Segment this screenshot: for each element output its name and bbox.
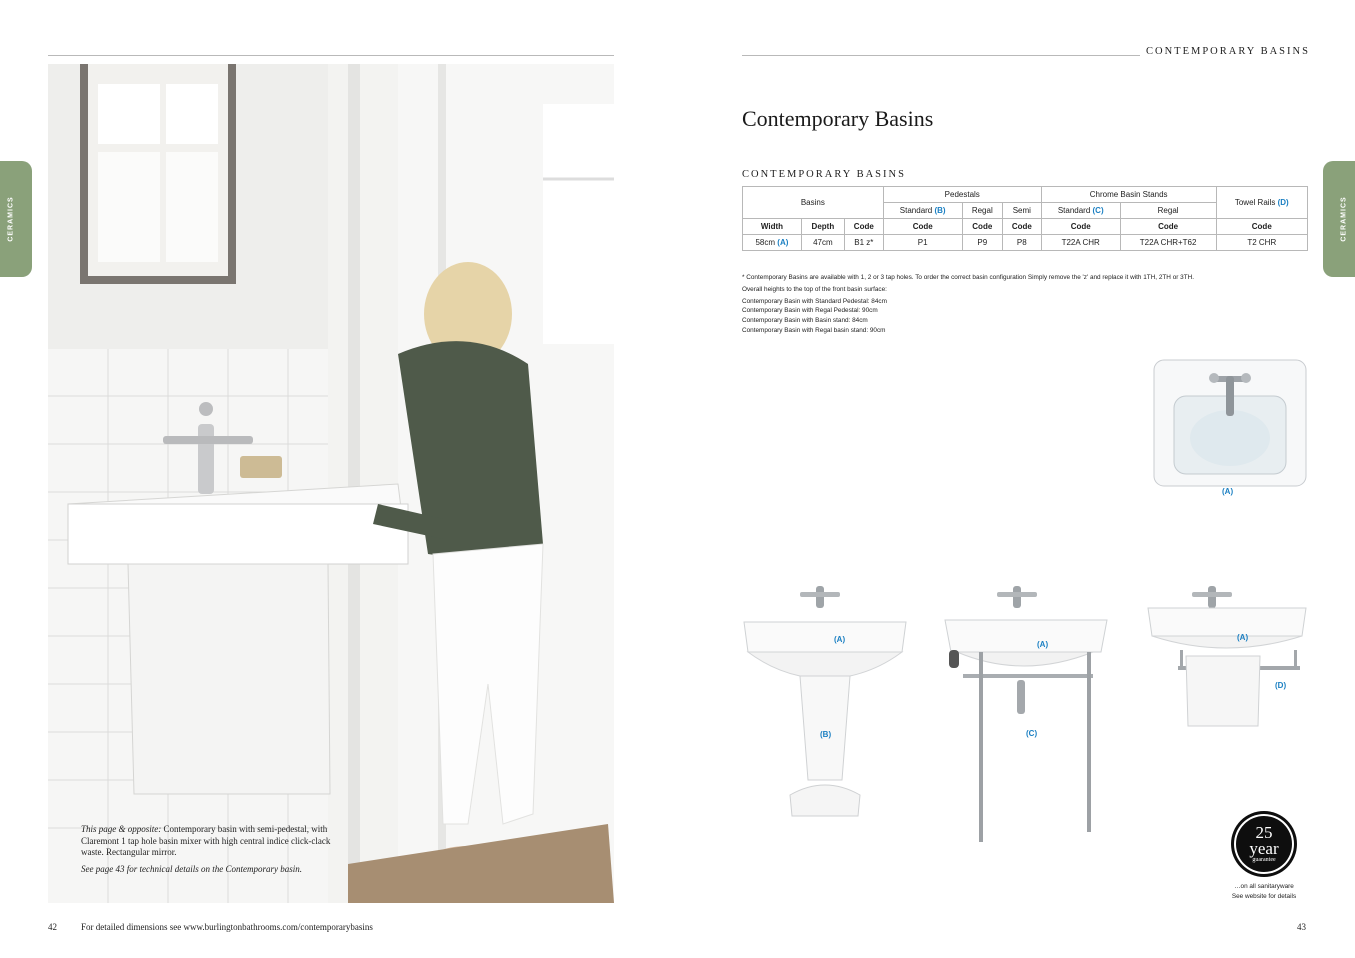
left-top-rule xyxy=(48,55,614,56)
sub-standard-c-label: Standard xyxy=(1057,206,1091,215)
cell-ped-semi: P8 xyxy=(1002,235,1041,251)
badge-note-line-2: See website for details xyxy=(1231,892,1297,900)
cell-stand-regal: T22A CHR+T62 xyxy=(1120,235,1216,251)
badge-note xyxy=(1216,882,1312,901)
basin-with-pedestal xyxy=(742,580,908,824)
label-a-stand: (A) xyxy=(1037,640,1049,649)
bathroom-scene-illustration xyxy=(48,64,614,903)
photo-caption xyxy=(81,824,351,875)
dimensions-link[interactable]: For detailed dimensions see www.burlingtonbathrooms.com/contemporarybasins xyxy=(81,922,373,932)
col-code-basin: Code xyxy=(844,219,883,235)
page-title: Contemporary Basins xyxy=(742,106,934,131)
note-standard-pedestal: Contemporary Basin with Standard Pedestal: 84cm xyxy=(742,297,887,305)
basin-with-chrome-stand xyxy=(943,580,1109,850)
pedestal-basin-image xyxy=(742,580,908,824)
side-tab-right-label: CERAMICS xyxy=(1340,196,1348,242)
label-d: (D) xyxy=(1275,681,1287,690)
semi-pedestal-basin-image xyxy=(1146,580,1308,730)
spec-table xyxy=(742,186,1308,251)
left-page-number: 42 xyxy=(48,922,57,932)
col-code-towel: Code xyxy=(1216,219,1307,235)
basin-top-view-image xyxy=(1152,358,1308,488)
label-a-semi: (A) xyxy=(1237,633,1249,642)
caption-body: Contemporary basin with semi-pedestal, with Claremont 1 tap hole basin mixer with high central indice click-clack waste. Rectangular mirror. xyxy=(81,824,331,857)
badge-note-line-1: …on all sanitaryware xyxy=(1234,883,1294,890)
right-page-number: 43 xyxy=(1297,922,1306,932)
caption-lead: This page & opposite: xyxy=(81,824,162,834)
sub-regal-ped: Regal xyxy=(962,203,1002,219)
col-code-ped-standard: Code xyxy=(883,219,962,235)
label-b: (B) xyxy=(820,730,832,739)
label-c: (C) xyxy=(1026,729,1038,738)
sub-standard-b-label: Standard xyxy=(899,206,933,215)
badge-word: year xyxy=(1249,839,1279,858)
col-code-ped-semi: Code xyxy=(1002,219,1041,235)
label-a-top: (A) xyxy=(1222,487,1234,496)
table-group-row xyxy=(743,187,1308,203)
basin-with-semi-pedestal xyxy=(1146,580,1308,730)
table-code-row xyxy=(743,219,1308,235)
col-depth: Depth xyxy=(801,219,844,235)
note-regal-stand: Contemporary Basin with Regal basin stand: 90cm xyxy=(742,326,886,334)
guarantee-badge xyxy=(1234,814,1294,874)
running-head: CONTEMPORARY BASINS xyxy=(1146,46,1310,57)
note-regal-pedestal: Contemporary Basin with Regal Pedestal: 90cm xyxy=(742,307,878,315)
spec-notes xyxy=(742,273,1194,336)
badge-sub: guarantee xyxy=(1252,857,1276,863)
col-code-ped-regal: Code xyxy=(962,219,1002,235)
cell-basin-code: B1 z* xyxy=(844,235,883,251)
note-heights: Overall heights to the top of the front basin surface: xyxy=(742,285,887,293)
sub-standard-b xyxy=(883,203,962,219)
sub-c-tag: (C) xyxy=(1092,206,1104,215)
side-tab-left-label: CERAMICS xyxy=(7,196,15,242)
group-towel xyxy=(1216,187,1307,219)
group-stands: Chrome Basin Stands xyxy=(1041,187,1216,203)
sub-semi: Semi xyxy=(1002,203,1041,219)
sub-b-tag: (B) xyxy=(934,206,946,215)
side-tab-right[interactable] xyxy=(1323,161,1355,277)
group-towel-label: Towel Rails xyxy=(1234,198,1276,207)
cell-stand-standard: T22A CHR xyxy=(1041,235,1120,251)
cell-width xyxy=(743,235,802,251)
side-tab-left[interactable] xyxy=(0,161,32,277)
group-basins: Basins xyxy=(743,187,884,219)
caption-see-page-text: See page 43 for technical details on the Contemporary basin. xyxy=(81,863,302,874)
sub-standard-c xyxy=(1041,203,1120,219)
label-a-pedestal: (A) xyxy=(834,635,846,644)
note-tap-holes: * Contemporary Basins are available with 1, 2 or 3 tap holes. To order the correct basin configuration Simply remove the 'z' and replace it with 1TH, 2TH or 3TH. xyxy=(742,274,1195,281)
basin-top-view xyxy=(1152,358,1308,488)
sub-regal-stand: Regal xyxy=(1120,203,1216,219)
col-width: Width xyxy=(743,219,802,235)
section-title: CONTEMPORARY BASINS xyxy=(742,169,906,180)
table-row xyxy=(743,235,1308,251)
right-top-rule xyxy=(742,55,1140,56)
col-code-stand-regal: Code xyxy=(1120,219,1216,235)
cell-towel: T2 CHR xyxy=(1216,235,1307,251)
badge-number: 25 xyxy=(1255,823,1273,842)
group-towel-tag: (D) xyxy=(1277,198,1289,207)
cell-width-value: 58cm xyxy=(755,238,776,247)
cell-depth: 47cm xyxy=(801,235,844,251)
cell-ped-standard: P1 xyxy=(883,235,962,251)
col-code-stand-standard: Code xyxy=(1041,219,1120,235)
chrome-stand-basin-image xyxy=(943,580,1109,850)
cell-width-tag: (A) xyxy=(777,238,789,247)
caption-see-page xyxy=(81,864,351,876)
lifestyle-photo xyxy=(48,64,614,903)
group-pedestals: Pedestals xyxy=(883,187,1041,203)
cell-ped-regal: P9 xyxy=(962,235,1002,251)
note-basin-stand: Contemporary Basin with Basin stand: 84cm xyxy=(742,317,868,325)
caption-text xyxy=(81,824,351,859)
